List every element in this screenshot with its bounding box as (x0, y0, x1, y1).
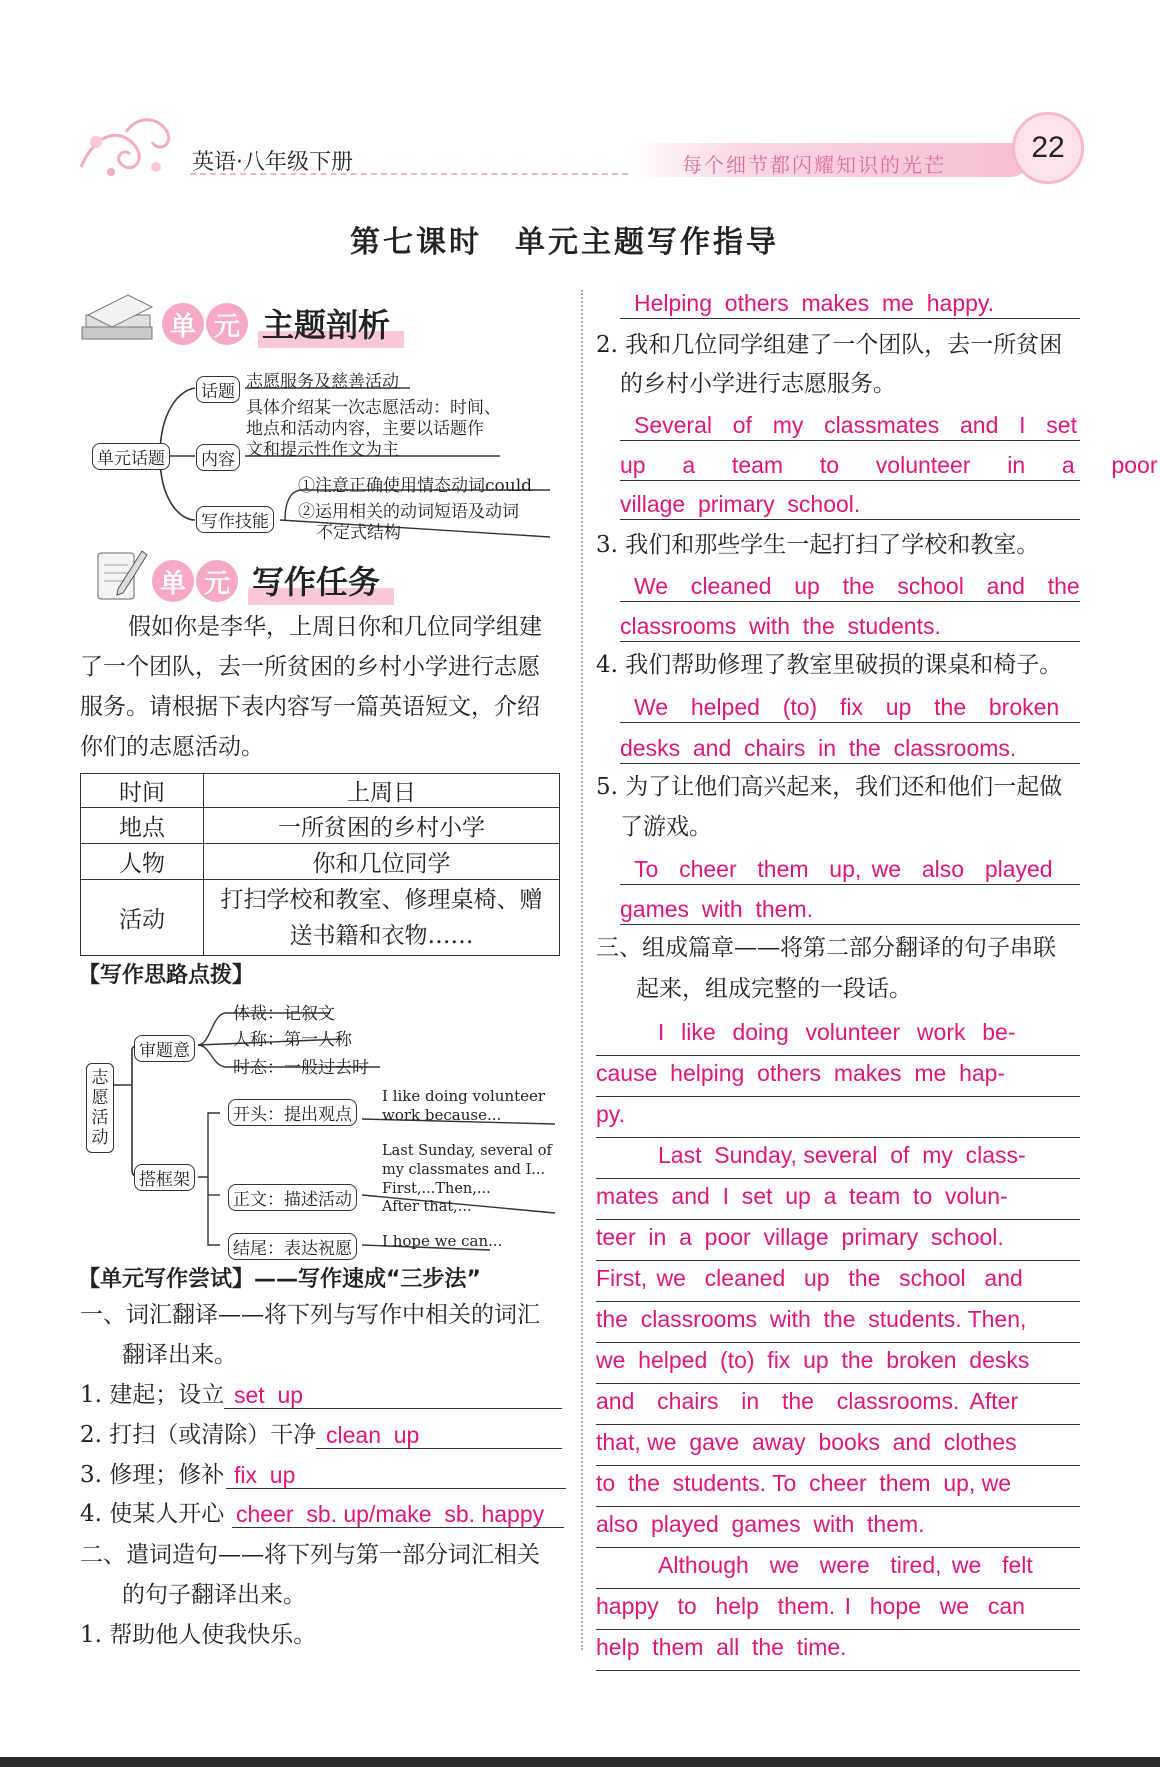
node-topic: 话题 (196, 376, 240, 403)
essay-line: First, we cleaned up the school and (596, 1261, 1080, 1302)
row-label: 时间 (81, 774, 204, 808)
node-volunteer-activity (86, 1063, 114, 1153)
badge-yuan: 元 (206, 303, 248, 345)
content-line-2: 地点和活动内容，主要以话题作 (246, 419, 484, 439)
answer-4-line-1: We helped (to) fix up the broken (634, 694, 1060, 720)
node-framework: 搭框架 (134, 1164, 195, 1191)
bottom-bar (0, 1757, 1160, 1767)
content-line-3: 文和提示性作文为主 (246, 440, 399, 460)
row-value: 你和几位同学 (204, 844, 560, 880)
note-3: Last Sunday, several of (382, 1143, 552, 1159)
answer-2-line-2: up a team to volunteer in a poor (620, 452, 1158, 478)
answer-1: Helping others makes me happy. (634, 290, 995, 316)
note-6: After that,... (382, 1199, 472, 1215)
q3: 3. 我们和那些学生一起打扫了学校和教室。 (596, 532, 1040, 558)
vocab-a-1: set up (234, 1382, 304, 1408)
lesson-title: 第七课时 单元主题写作指导 (350, 225, 779, 260)
essay-line: happy to help them. I hope we can (596, 1589, 1080, 1630)
node-volunteer-activity-label: 志愿活动 (91, 1068, 109, 1148)
essay-line: and chairs in the classrooms. After (596, 1384, 1080, 1425)
q2-line-2: 的乡村小学进行志愿服务。 (620, 371, 896, 397)
answer-line (620, 722, 1080, 723)
node-body: 正文：描述活动 (228, 1184, 357, 1211)
skill-line-3: 不定式结构 (316, 523, 401, 543)
part1-title: 一、词汇翻译——将下列与写作中相关的词汇 (80, 1302, 540, 1328)
note-1: I like doing volunteer (382, 1087, 546, 1105)
part2-title: 二、遣词造句——将下列与第一部分词汇相关 (80, 1542, 540, 1568)
task-line: 你们的志愿活动。 (80, 734, 264, 760)
essay (596, 1015, 1080, 1671)
vocab-a-4: cheer sb. up/make sb. happy (236, 1501, 545, 1527)
answer-line (620, 318, 1080, 319)
note-4: my classmates and I... (382, 1162, 546, 1178)
book-title: 英语·八年级下册 (192, 150, 353, 175)
info-table (80, 773, 560, 956)
node-writing-skill: 写作技能 (196, 506, 274, 533)
table-row (81, 774, 560, 808)
node-ending: 结尾：表达祝愿 (228, 1233, 357, 1260)
vocab-a-2: clean up (326, 1422, 420, 1448)
header-flourish (76, 112, 176, 182)
answer-5-line-2: games with them. (620, 896, 814, 922)
part1-title-cont: 翻译出来。 (122, 1342, 237, 1368)
answer-4-line-2: desks and chairs in the classrooms. (620, 735, 1017, 761)
sentence-q-1: 1. 帮助他人使我快乐。 (80, 1622, 317, 1648)
answer-line (620, 519, 1080, 520)
node-review-topic: 审题意 (134, 1035, 195, 1062)
task-line: 了一个团队，去一所贫困的乡村小学进行志愿 (80, 654, 540, 680)
essay-line: also played games with them. (596, 1507, 1080, 1548)
answer-2-line-1: Several of my classmates and I set (634, 412, 1077, 438)
essay-line: the classrooms with the students. Then, (596, 1302, 1080, 1343)
row-value: 一所贫困的乡村小学 (204, 808, 560, 844)
answer-line (620, 763, 1080, 764)
vocab-q-2: 2. 打扫（或清除）干净 (80, 1422, 317, 1448)
content-line-1: 具体介绍某一次志愿活动：时间、 (246, 398, 501, 418)
answer-line (620, 480, 1080, 481)
vocab-q-4: 4. 使某人开心 (80, 1501, 225, 1527)
table-row (81, 808, 560, 844)
topic-text: 志愿服务及慈善活动 (246, 372, 399, 392)
answer-3-line-2: classrooms with the students. (620, 613, 941, 639)
section-theme-analysis (162, 300, 404, 348)
thinking-heading: 【写作思路点拨】 (78, 963, 255, 988)
page-number: 22 (1012, 112, 1084, 184)
review-item-3: 时态：一般过去时 (233, 1058, 369, 1078)
essay-line: mates and I set up a team to volun- (596, 1179, 1080, 1220)
row-value (204, 880, 560, 956)
row-value: 上周日 (204, 774, 560, 808)
row-value-line: 送书籍和衣物…… (289, 922, 474, 949)
row-label: 地点 (81, 808, 204, 844)
section-title: 主题剖析 (258, 300, 404, 348)
essay-line: that, we gave away books and clothes (596, 1425, 1080, 1466)
column-divider (581, 290, 583, 1650)
answer-line (620, 601, 1080, 602)
row-value-line: 打扫学校和教室、修理桌椅、赠 (220, 886, 543, 913)
q5-line-1: 5. 为了让他们高兴起来，我们还和他们一起做 (596, 774, 1063, 800)
review-item-1: 体裁：记叙文 (233, 1004, 335, 1024)
skill-line-2: ②运用相关的动词短语及动词 (298, 502, 519, 522)
part3-line-2: 起来，组成完整的一段话。 (636, 976, 912, 1002)
essay-line: Although we were tired, we felt (596, 1548, 1080, 1589)
note-2: work because... (382, 1106, 502, 1124)
vocab-a-3: fix up (234, 1462, 296, 1488)
answer-3-line-1: We cleaned up the school and the (634, 573, 1080, 599)
note-5: First,...Then,... (382, 1181, 491, 1197)
trial-heading: 【单元写作尝试】——写作速成“三步法” (78, 1267, 481, 1292)
part2-title-cont: 的句子翻译出来。 (122, 1582, 306, 1608)
task-line: 假如你是李华，上周日你和几位同学组建 (128, 614, 542, 640)
books-icon (78, 293, 158, 353)
vocab-q-1: 1. 建起；设立 (80, 1382, 225, 1408)
answer-2-line-3: village primary school. (620, 491, 861, 517)
row-label: 活动 (81, 880, 204, 956)
table-row (81, 880, 560, 956)
note-7: I hope we can... (382, 1232, 503, 1250)
badge-yuan: 元 (196, 560, 238, 602)
node-opening: 开头：提出观点 (228, 1099, 357, 1126)
section-writing-task (152, 557, 394, 605)
node-unit-topic: 单元话题 (92, 443, 170, 470)
essay-line: teer in a poor village primary school. (596, 1220, 1080, 1261)
essay-line: cause helping others makes me hap- (596, 1056, 1080, 1097)
task-line: 服务。请根据下表内容写一篇英语短文，介绍 (80, 694, 540, 720)
badge-dan: 单 (162, 303, 204, 345)
answer-line (620, 924, 1080, 925)
q4: 4. 我们帮助修理了教室里破损的课桌和椅子。 (596, 652, 1063, 678)
skill-line-1: ①注意正确使用情态动词could (298, 476, 533, 496)
notebook-pencil-icon (92, 545, 148, 607)
answer-line (620, 641, 1080, 642)
answer-5-line-1: To cheer them up, we also played (634, 856, 1053, 882)
essay-line: we helped (to) fix up the broken desks (596, 1343, 1080, 1384)
review-item-2: 人称：第一人称 (233, 1030, 352, 1050)
section-title: 写作任务 (248, 557, 394, 605)
row-label: 人物 (81, 844, 204, 880)
essay-line: py. (596, 1097, 1080, 1138)
essay-line: I like doing volunteer work be- (596, 1015, 1080, 1056)
answer-line (620, 884, 1080, 885)
part3-line-1: 三、组成篇章——将第二部分翻译的句子串联 (596, 935, 1056, 961)
q5-line-2: 了游戏。 (620, 814, 712, 840)
badge-dan: 单 (152, 560, 194, 602)
node-content: 内容 (196, 444, 240, 471)
essay-line: Last Sunday, several of my class- (596, 1138, 1080, 1179)
table-row (81, 844, 560, 880)
task-paragraph (80, 607, 570, 767)
q2-line-1: 2. 我和几位同学组建了一个团队，去一所贫困 (596, 332, 1063, 358)
essay-line: help them all the time. (596, 1630, 1080, 1671)
answer-line (620, 440, 1080, 441)
header-slogan: 每个细节都闪耀知识的光芒 (682, 153, 946, 177)
essay-line: to the students. To cheer them up, we (596, 1466, 1080, 1507)
vocab-q-3: 3. 修理；修补 (80, 1462, 225, 1488)
